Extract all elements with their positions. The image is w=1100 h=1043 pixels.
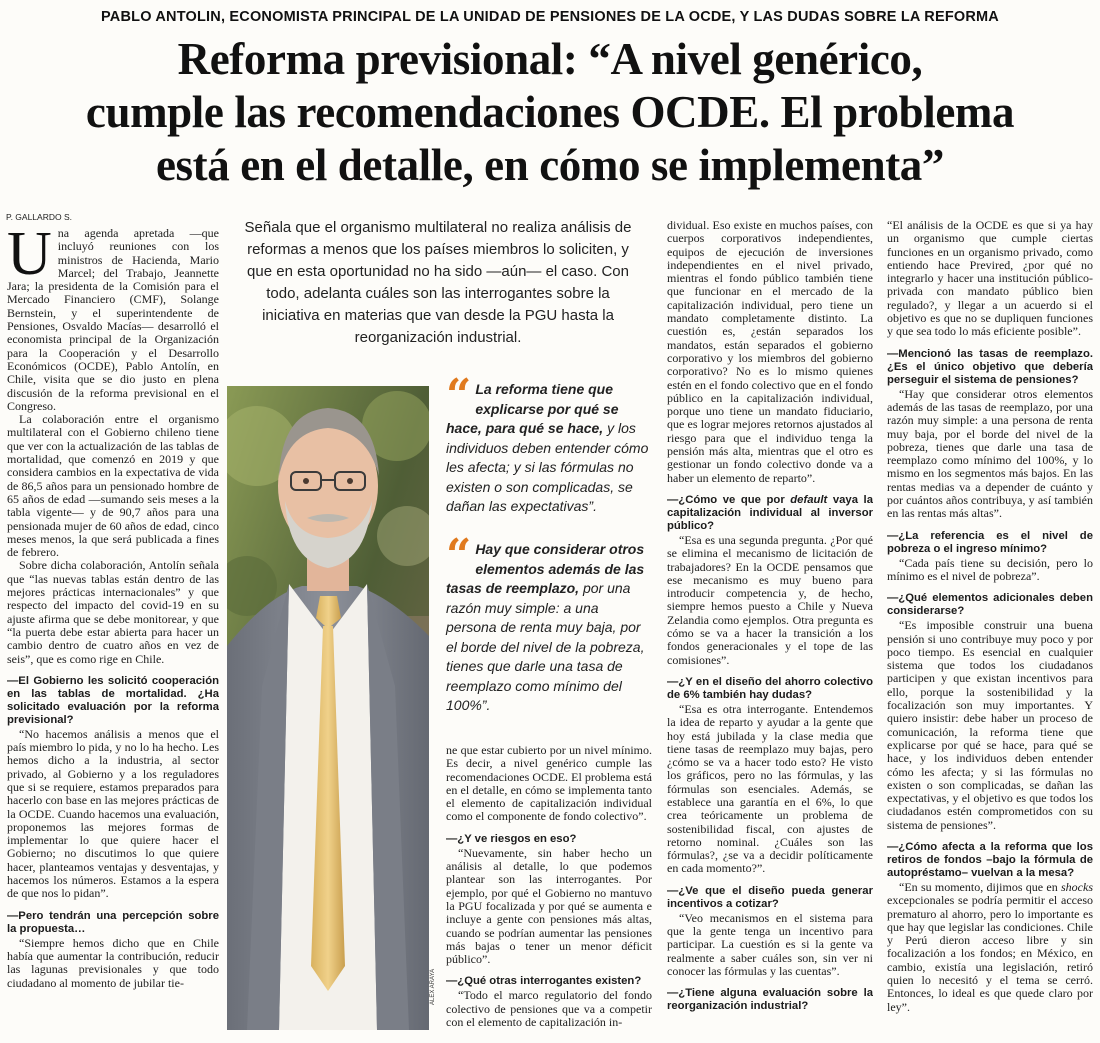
headline (0, 33, 1100, 192)
quote-mark-icon: “ (446, 530, 472, 581)
headline-line-2: cumple las recomendaciones OCDE. El problema (85, 87, 1015, 137)
deck-summary: Señala que el organismo multilateral no realiza análisis de reformas a menos que los países miembros lo soliciten, y que en esta oportunidad no ha sido —aún— el caso. Con todo, adelanta cuáles son las interrogantes sobre la iniciativa en materias que van desde la PGU hasta la reorganización industrial. (244, 219, 632, 346)
interview-answer: “El análisis de la OCDE es que si ya hay un organismo que cumple ciertas funciones en un organismo privado, como entiendo hace Previred, ¿por qué no integrarlo y hacer una institución público-privada con mandato público bien regulado?, y llegar a un acuerdo si el objetivo es que no se dupliquen funciones y que sea todo lo más eficiente posible”. (887, 219, 1093, 339)
interview-answer: “No hacemos análisis a menos que el país miembro lo pida, y no lo ha hecho. Les hemos dicho a la industria, al sector privado, al Gobierno y a los reguladores que si se requiere, estamos preparados para hacerlo con base en las mejores prácticas de la OCDE. Cuando hacemos una evaluación, proponemos las mejores formas de implementar lo que quiere hacer el Gobierno; no discutimos lo que quiere hacer, planteamos ventajas y desventajas, y hacemos los números. Estamos a la espera de que nos lo pidan”. (7, 726, 219, 901)
interview-answer: “Es imposible construir una buena pensión si uno contribuye muy poco y por poco tiempo. Es esencial en cualquier sistema que todos los ciudadanos participen y que existan incentivos para ello, porque la sostenibilidad y la focalización son muy importantes. Y quiero insistir: debe haber un proceso de comunicación, la reforma tiene que explicarse por qué se hace, para qué se hace, y los individuos deben entender cómo les afecta; y si las fórmulas no existen o son complicadas, se dañan las expectativas, y el objetivo es que todos los ciudadanos estén comprometidos con su sistema de pensiones”. (887, 618, 1093, 832)
interview-question: —¿Cómo afecta a la reforma que los retiros de fondos –bajo la fórmula de autopréstamo– vuelvan a la mesa? (887, 840, 1093, 879)
interview-question: —¿Qué otras interrogantes existen? (446, 975, 642, 988)
interview-question: —Pero tendrán una percepción sobre la propuesta… (7, 909, 219, 935)
interview-answer: “Esa es una segunda pregunta. ¿Por qué se elimina el mecanismo de licitación de trabajadores? En la OCDE pensamos que ese mecanismo es muy bueno para introducir competencia y, de hecho, siempre hemos puesto a Chile y Nueva Zelandia como ejemplos. Otra pregunta es cómo se va a hacer la transición a los fondos generacionales y el tope de las comisiones”. (667, 532, 873, 667)
article-column-1 (7, 227, 219, 1039)
interview-question: —¿Qué elementos adicionales deben considerarse? (887, 592, 1093, 618)
drop-cap: U (7, 227, 52, 288)
quote-mark-icon: “ (446, 370, 472, 421)
interview-question: —¿Y ve riesgos en eso? (446, 832, 577, 845)
headline-line-3: está en el detalle, en cómo se implementa” (155, 140, 944, 190)
interview-answer: dividual. Eso existe en muchos países, con cuerpos corporativos independientes, equipos de ejecución de inversiones independientes en el nivel privado, mientras el fondo público también tiene que funcionar en el mercado de la capitalización individual, pero tiene un mandato completamente distinto. La cuestión es, ¿están separados los mandatos, están separados el gobierno corporativo y los miembros del gobierno corporativo? No es lo mismo quienes estén en el fondo colectivo que en el fondo público en la capitalización individual, porque uno tiene un mandato fiduciario, que es lograr mejores retornos ajustados al riesgo para que el individuo tenga la pensión más alta, mientras que el otro es gestionar un fondo colectivo donde va a haber un elemento de reparto”. (667, 219, 873, 485)
pull-quote-1: “ La reforma tiene que explicarse por qué se hace, para qué se hace, y los individuos deben entender cómo les afecta; y si las fórmulas no existen o son complicadas, se dañan las expectativas”. (446, 370, 649, 514)
interview-answer: “Esa es otra interrogante. Entendemos la idea de reparto y ayudar a la gente que hoy está jubilada y la clase media que tiene tasas de reemplazo muy bajas, pero ¿cómo se va a hacer todo esto? He visto los gráficos, pero no las fórmulas, y las fórmulas son esenciales. Además, se establece una garantía en el 6%, lo que crea teóricamente un problema de sostenibilidad fiscal, con ajustes de retorno nominal. ¿Cuáles son las fórmulas?, ¿se va a decidir políticamente en cada momento?”. (667, 701, 873, 876)
pull-quote-2: “ Hay que considerar otros elementos además de las tasas de reemplazo, por una razón muy simple: a una persona de renta muy baja, por el borde del nivel de la pobreza, tienes que darle una tasa de reemplazo como mínimo del 100%”. (446, 530, 645, 713)
portrait-illustration (227, 386, 429, 1030)
article-column-2 (446, 744, 652, 1039)
article-column-3 (667, 219, 873, 1039)
interview-question: —¿Cómo ve que por default vaya la capitalización individual al inversor público? (667, 493, 873, 532)
interview-question: —El Gobierno les solicitó cooperación en las tablas de mortalidad. ¿Ha solicitado evaluación por la reforma previsional? (7, 674, 219, 726)
interview-answer: “Veo mecanismos en el sistema para que la gente tenga un incentivo para participar. La cuestión es si la gente va realmente a saber cuáles son, sin ver ni conocer las fórmulas y las cuentas”. (667, 910, 873, 978)
interview-answer: “Nuevamente, sin haber hecho un análisis al detalle, lo que podemos plantear son las interrogantes. Por ejemplo, por qué el Gobierno no mantuvo la PGU focalizada y por qué se aumenta e incluye a gente con pensiones más altas, cuando se podrían aumentar las pensiones más bajas o tener un menor déficit público”. (446, 845, 652, 967)
interview-answer: “En su momento, dijimos que en shocks excepcionales se podría permitir el acceso prematuro al ahorro, pero lo importante es que hay que legislar las condiciones. Chile y Perú dieron acceso libre y sin focalización a los fondos; en México, en cambio, existía una legislación, retiró quien lo necesitó y el tema se cerró. Entonces, lo ideal es que quede claro por ley”. (887, 879, 1093, 1014)
intro-paragraph: Una agenda apretada —que incluyó reuniones con los ministros de Hacienda, Mario Marcel; del Trabajo, Jeannette Jara; la presidenta de la Comisión para el Mercado Financiero (CMF), Solange Bernstein, y el superintendente de Pensiones, Osvaldo Macías— desarrolló el economista principal de la Organización para la Cooperación y el Desarrollo Económicos (OCDE), Pablo Antolín, en Chile, visita que se dio justo en plena discusión de la reforma previsional en el Congreso. (7, 227, 219, 413)
portrait-photo (227, 386, 429, 1030)
interview-answer: “Todo el marco regulatorio del fondo colectivo de pensiones que va a competir con el elemento de capitalización in- (446, 988, 652, 1030)
interview-question: —¿La referencia es el nivel de pobreza o el ingreso mínimo? (887, 529, 1093, 555)
interview-question: —¿Y en el diseño del ahorro colectivo de 6% también hay dudas? (667, 675, 873, 701)
kicker: PABLO ANTOLIN, ECONOMISTA PRINCIPAL DE LA UNIDAD DE PENSIONES DE LA OCDE, Y LAS DUDAS SOBRE LA REFORMA (101, 9, 999, 25)
headline-line-1: Reforma previsional: “A nivel genérico, (177, 34, 923, 84)
photo-credit: ALEX ARAYA (430, 968, 436, 1005)
paragraph: La colaboración entre el organismo multilateral con el Gobierno chileno tiene que ver con la actualización de las tablas de mortalidad, que comenzó en 2019 y que considera cambios en la expectativa de vida de 86,5 años para un pensionado hombre de 65 años de edad —sumando seis meses a la tabla vigente— y de 90,7 años para una pensionada mujer de 60 años de edad, cinco meses menos, la que será publicada a fines de febrero. (7, 412, 219, 560)
interview-question: —¿Ve que el diseño pueda generar incentivos a cotizar? (667, 884, 873, 910)
paragraph: Sobre dicha colaboración, Antolín señala que “las nuevas tablas están dentro de las mejores prácticas internacionales” y que respecto del impacto del covid-19 en su ajuste afirma que se debe monitorear, y que “la puerta debe estar abierta para hacer un cambio dentro de cuatro años en vez de seis”, que es como rige en Chile. (7, 558, 219, 666)
byline: P. GALLARDO S. (6, 212, 72, 222)
interview-answer: “Hay que considerar otros elementos además de las tasas de reemplazo, por una razón muy simple: a una persona de renta muy baja, por el borde del nivel de la pobreza, tienes que darle una tasa de reemplazo como mínimo del 100%, y lo mismo en los segmentos más bajos. En las rentas medias va a depender de cuánto y por cuántos años contribuya, y así también en las rentas más altas”. (887, 386, 1093, 521)
article-column-4 (887, 219, 1093, 1039)
interview-answer: ne que estar cubierto por un nivel mínimo. Es decir, a nivel genérico cumple las recomendaciones OCDE. El problema está en el detalle, en cómo se implementa tanto el elemento de capitalización individual como el componente de fondo colectivo”. (446, 744, 652, 824)
interview-question: —¿Tiene alguna evaluación sobre la reorganización industrial? (667, 987, 873, 1013)
interview-question: —Mencionó las tasas de reemplazo. ¿Es el único objetivo que debería perseguir el sistema de pensiones? (887, 347, 1093, 386)
interview-answer: “Cada país tiene su decisión, pero lo mínimo es el nivel de pobreza”. (887, 555, 1093, 583)
interview-answer: “Siempre hemos dicho que en Chile había que aumentar la contribución, reducir las lagunas previsionales y que todo ciudadano al momento de jubilar tie- (7, 935, 219, 990)
